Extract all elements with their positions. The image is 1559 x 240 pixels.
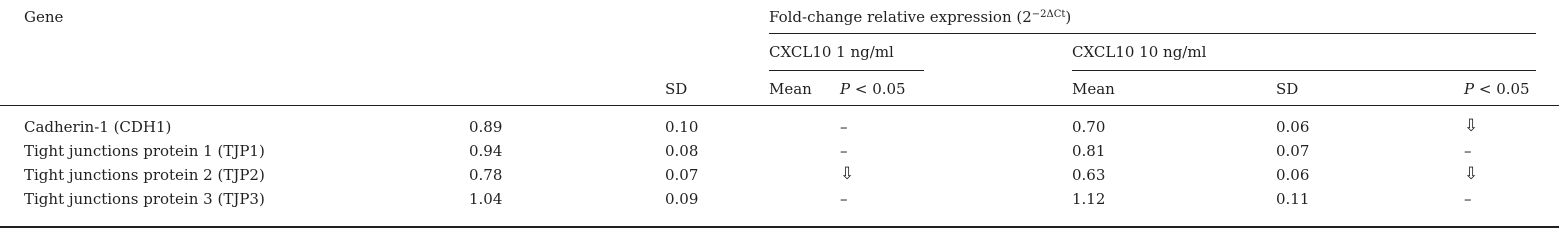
group-2-sd-header: SD bbox=[1276, 80, 1299, 98]
g2-sd-cell: 0.07 bbox=[1276, 142, 1310, 160]
g1-p-cell: – bbox=[840, 142, 848, 160]
g2-mean-cell: 0.63 bbox=[1072, 166, 1106, 184]
group-1-p-header: P < 0.05 bbox=[840, 80, 906, 98]
g2-p-cell: ⇩ bbox=[1464, 164, 1479, 184]
group-1-sd-header: SD bbox=[665, 80, 688, 98]
group-2-underline bbox=[1072, 70, 1536, 71]
g2-sd-cell: 0.06 bbox=[1276, 118, 1310, 136]
g1-p-cell: – bbox=[840, 190, 848, 208]
gene-cell: Cadherin-1 (CDH1) bbox=[24, 118, 172, 136]
group-2-header: CXCL10 10 ng/ml bbox=[1072, 43, 1207, 61]
g1-mean-cell: 1.04 bbox=[469, 190, 503, 208]
g1-sd-cell: 0.07 bbox=[665, 166, 699, 184]
g1-mean-cell: 0.78 bbox=[469, 166, 503, 184]
gene-cell: Tight junctions protein 2 (TJP2) bbox=[24, 166, 265, 184]
g1-sd-cell: 0.09 bbox=[665, 190, 699, 208]
fold-change-underline bbox=[769, 33, 1536, 34]
fold-change-header: Fold-change relative expression $(2^{-2\Delta Ct})$ bbox=[769, 8, 1072, 26]
g2-sd-cell: 0.11 bbox=[1276, 190, 1310, 208]
g1-mean-cell: 0.94 bbox=[469, 142, 503, 160]
g2-mean-cell: 0.81 bbox=[1072, 142, 1106, 160]
g1-sd-cell: 0.08 bbox=[665, 142, 699, 160]
gene-column-header: Gene bbox=[24, 8, 64, 26]
gene-cell: Tight junctions protein 3 (TJP3) bbox=[24, 190, 265, 208]
gene-cell: Tight junctions protein 1 (TJP1) bbox=[24, 142, 265, 160]
group-2-p-header: P < 0.05 bbox=[1464, 80, 1530, 98]
group-1-header: CXCL10 1 ng/ml bbox=[769, 43, 894, 61]
g1-p-cell: – bbox=[840, 118, 848, 136]
g1-p-cell: ⇩ bbox=[840, 164, 855, 184]
group-1-underline bbox=[769, 70, 924, 71]
g2-mean-cell: 1.12 bbox=[1072, 190, 1106, 208]
table-bottom-rule bbox=[0, 226, 1559, 228]
g2-p-cell: – bbox=[1464, 190, 1472, 208]
g1-sd-cell: 0.10 bbox=[665, 118, 699, 136]
g2-p-cell: – bbox=[1464, 142, 1472, 160]
group-2-mean-header: Mean bbox=[1072, 80, 1115, 98]
g2-mean-cell: 0.70 bbox=[1072, 118, 1106, 136]
g2-p-cell: ⇩ bbox=[1464, 116, 1479, 136]
group-1-mean-header: Mean bbox=[769, 80, 812, 98]
header-bottom-rule bbox=[0, 105, 1559, 106]
g2-sd-cell: 0.06 bbox=[1276, 166, 1310, 184]
g1-mean-cell: 0.89 bbox=[469, 118, 503, 136]
